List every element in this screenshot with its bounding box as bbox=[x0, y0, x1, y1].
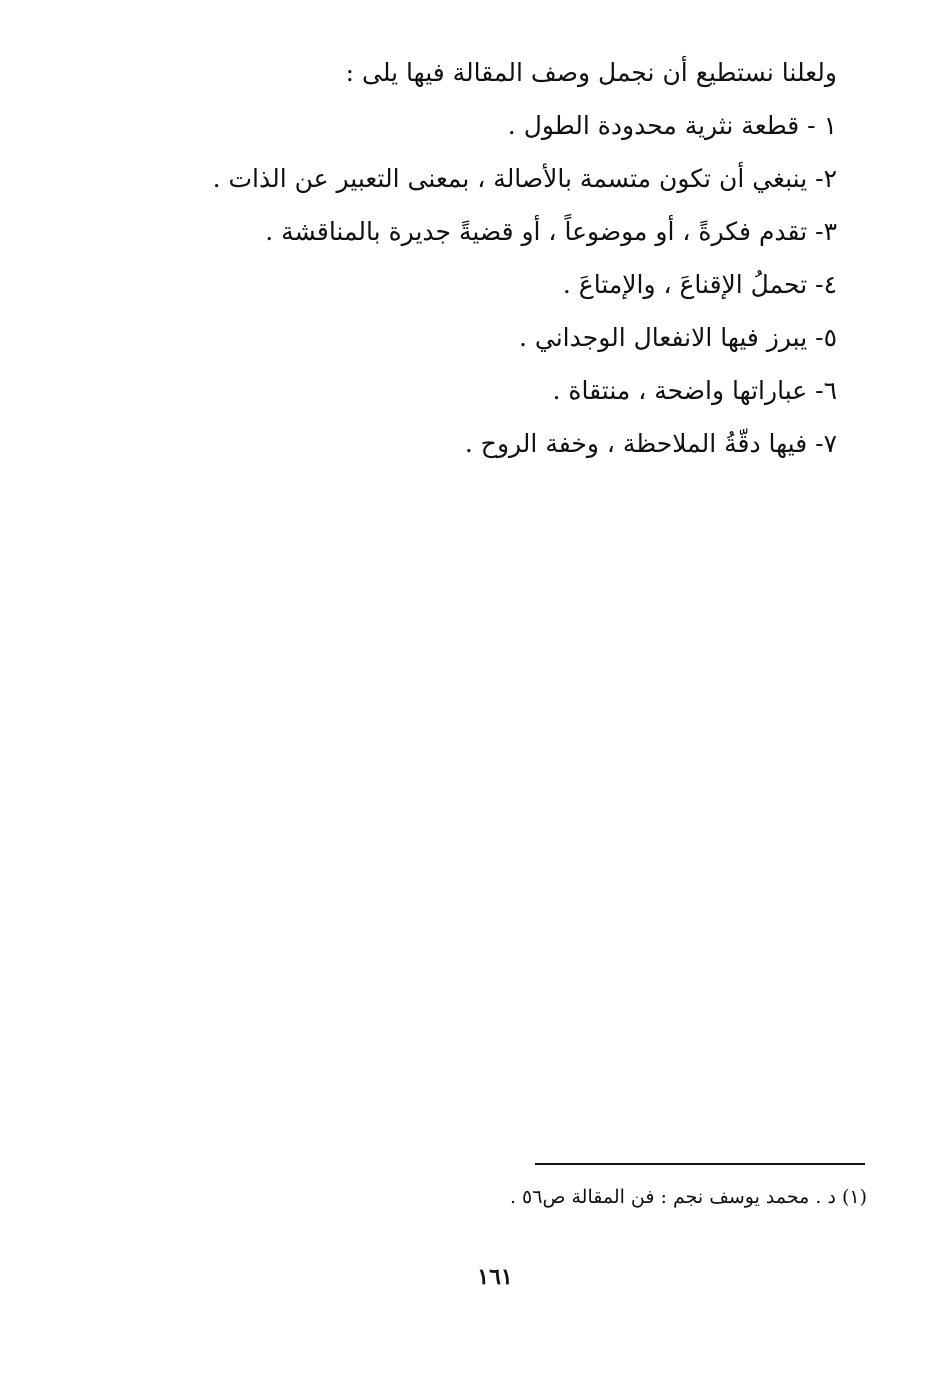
list-item-1: ١ - قطعة نثرية محدودة الطول . bbox=[507, 111, 837, 140]
list-item-2: ٢- ينبغي أن تكون متسمة بالأصالة ، بمعنى التعبير عن الذات . bbox=[212, 164, 837, 193]
footnote-divider bbox=[535, 1163, 865, 1165]
list-item-7: ٧- فيها دقّةُ الملاحظة ، وخفة الروح . bbox=[464, 429, 837, 458]
footnote: (١) د . محمد يوسف نجم : فن المقالة ص٥٦ . bbox=[509, 1186, 867, 1208]
list-item-3: ٣- تقدم فكرةً ، أو موضوعاً ، أو قضيةً جديرة بالمناقشة . bbox=[265, 217, 837, 246]
list-item-4: ٤- تحملُ الإقناعَ ، والإمتاعَ . bbox=[562, 270, 837, 299]
list-item-5: ٥- يبرز فيها الانفعال الوجداني . bbox=[518, 323, 837, 352]
intro-line: ولعلنا نستطيع أن نجمل وصف المقالة فيها يلى : bbox=[345, 58, 837, 87]
body-text bbox=[137, 46, 837, 470]
list-item-6: ٦- عباراتها واضحة ، منتقاة . bbox=[552, 376, 837, 405]
page-number: ١٦١ bbox=[477, 1264, 513, 1290]
